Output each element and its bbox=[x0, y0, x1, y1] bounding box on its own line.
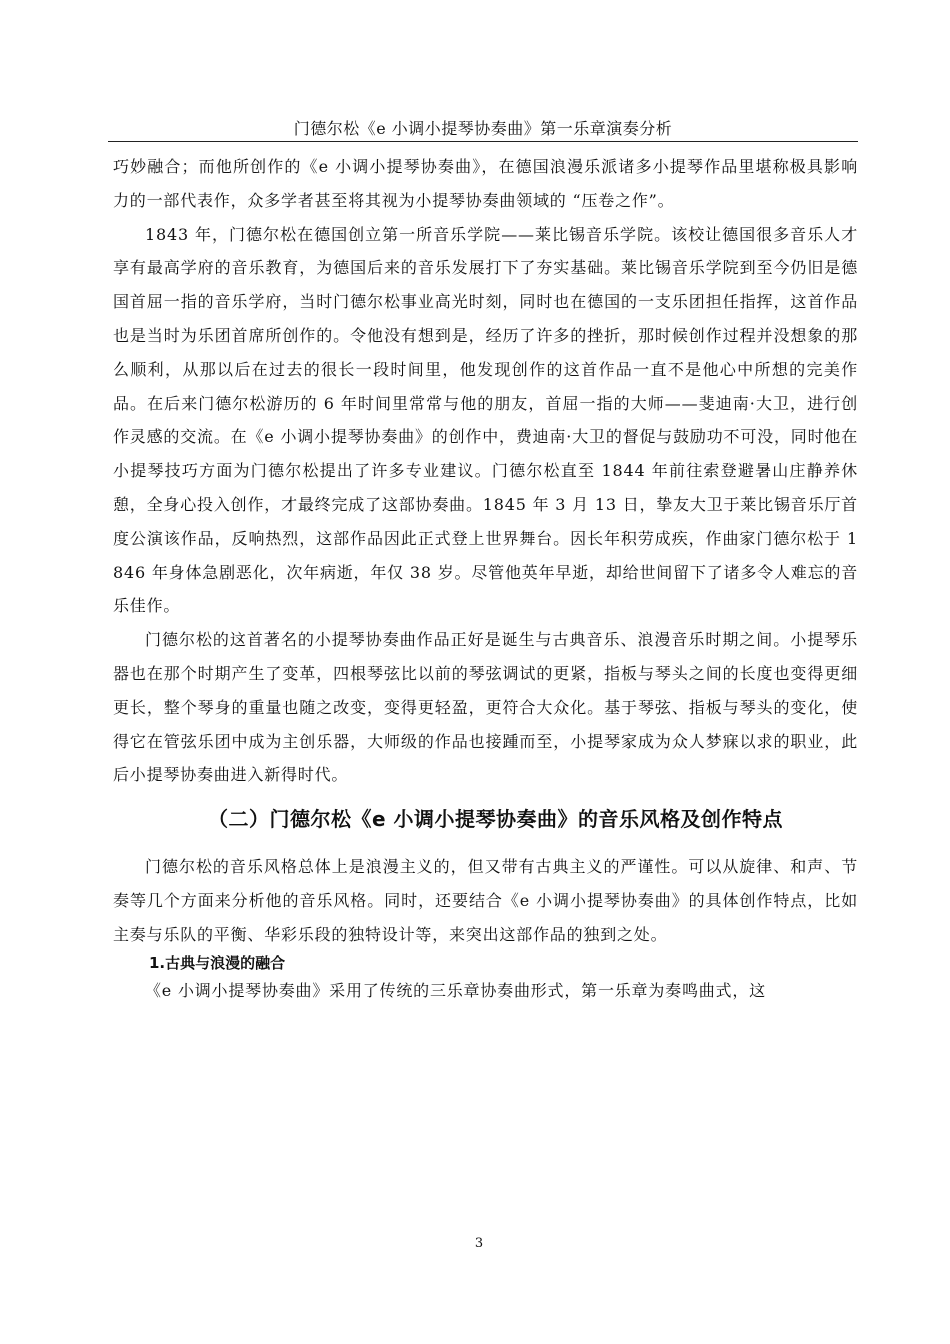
paragraph-continuation: 巧妙融合；而他所创作的《e 小调小提琴协奏曲》，在德国浪漫乐派诸多小提琴作品里堪称极具影响力的一部代表作，众多学者甚至将其视为小提琴协奏曲领域的 “压卷之作”。 bbox=[113, 157, 858, 210]
running-header: 门德尔松《e 小调小提琴协奏曲》第一乐章演奏分析 bbox=[293, 119, 673, 138]
page-number: 3 bbox=[474, 1236, 484, 1251]
paragraph-violin-evolution: 门德尔松的这首著名的小提琴协奏曲作品正好是诞生与古典音乐、浪漫音乐时期之间。小提琴乐器也在那个时期产生了变革，四根琴弦比以前的琴弦调试的更紧，指板与琴头之间的长度也变得更细更长，整个琴身的重量也随之改变，变得更轻盈，更符合大众化。基于琴弦、指板与琴头的变化，使得它在管弦乐团中成为主创乐器，大师级的作品也接踵而至，小提琴家成为众人梦寐以求的职业，此后小提琴协奏曲进入新得时代。 bbox=[113, 630, 858, 785]
paragraph-form: 《e 小调小提琴协奏曲》采用了传统的三乐章协奏曲形式，第一乐章为奏鸣曲式，这 bbox=[145, 980, 766, 1000]
sub-heading: 1.古典与浪漫的融合 bbox=[149, 953, 286, 972]
paragraph-history: 1843 年，门德尔松在德国创立第一所音乐学院——莱比锡音乐学院。该校让德国很多音乐人才享有最高学府的音乐教育，为德国后来的音乐发展打下了夯实基础。莱比锡音乐学院到至今仍旧是德国首屈一指的音乐学府，当时门德尔松事业高光时刻，同时也在德国的一支乐团担任指挥，这首作品也是当时为乐团首席所创作的。令他没有想到是，经历了许多的挫折，那时候创作过程并没想象的那么顺利，从那以后在过去的很长一段时间里，他发现创作的这首作品一直不是他心中所想的完美作品。在后来门德尔松游历的 6 年时间里常常与他的朋友，首屈一指的大师——斐迪南·大卫，进行创作灵感的交流。在《e 小调小提琴协奏曲》的创作中，费迪南·大卫的督促与鼓励功不可没，同时他在小提琴技巧方面为门德尔松提出了许多专业建议。门德尔松直至 1844 年前往索登避暑山庄静养休憩，全身心投入创作，才最终完成了这部协奏曲。1845 年 3 月 13 日，挚友大卫于莱比锡音乐厅首度公演该作品，反响热烈，这部作品因此正式登上世界舞台。因长年积劳成疾，作曲家门德尔松于 1846 年身体急剧恶化，次年病逝，年仅 38 岁。尽管他英年早逝，却给世间留下了诸多令人难忘的音乐佳作。 bbox=[113, 224, 858, 616]
paragraph-music-style: 门德尔松的音乐风格总体上是浪漫主义的，但又带有古典主义的严谨性。可以从旋律、和声、节奏等几个方面来分析他的音乐风格。同时，还要结合《e 小调小提琴协奏曲》的具体创作特点，比如主奏与乐队的平衡、华彩乐段的独特设计等，来突出这部作品的独到之处。 bbox=[113, 857, 858, 944]
section-heading: （二）门德尔松《e 小调小提琴协奏曲》的音乐风格及创作特点 bbox=[207, 807, 784, 832]
body-text bbox=[113, 150, 858, 1007]
header-rule bbox=[108, 141, 858, 142]
